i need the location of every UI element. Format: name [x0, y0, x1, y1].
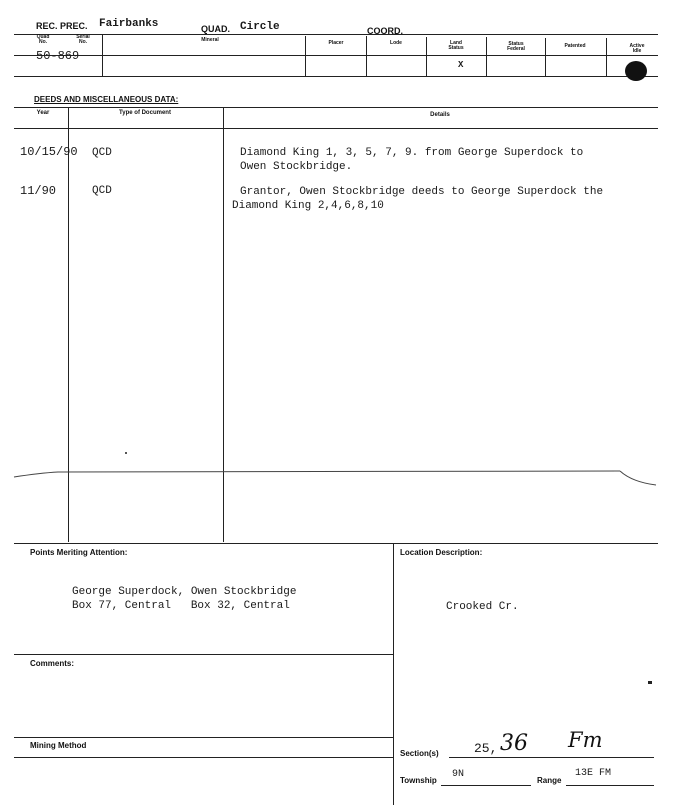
rec-prec-label: REC. PREC.	[36, 21, 88, 31]
deed-year: 11/90	[20, 184, 57, 198]
meridian-handwritten: Fm	[568, 728, 603, 752]
record-divider	[545, 38, 546, 76]
section-underline	[449, 757, 654, 758]
scan-fold-line	[0, 460, 678, 500]
township-underline	[441, 785, 531, 786]
deed-year: 10/15/90	[20, 145, 78, 159]
range-value: 13E FM	[575, 768, 612, 779]
scan-speck	[648, 681, 652, 684]
col-quad-no: Quad No.	[36, 34, 50, 45]
record-table-top-rule	[14, 34, 658, 35]
record-table-mid-rule	[14, 55, 658, 56]
section-label: Section(s)	[400, 749, 439, 758]
record-divider	[426, 37, 427, 76]
record-divider	[102, 34, 103, 76]
range-underline	[566, 785, 654, 786]
comments-label: Comments:	[30, 659, 75, 668]
record-divider	[366, 36, 367, 76]
deeds-header-bottom-rule	[14, 128, 658, 129]
points-owners: George Superdock, Owen Stockbridge	[72, 586, 297, 598]
col-land-status: Land Status	[448, 40, 464, 51]
col-details: Details	[430, 112, 450, 118]
col-mineral: Mineral	[201, 37, 219, 43]
rec-prec-value: Fairbanks	[99, 18, 159, 30]
mining-method-rule	[14, 737, 394, 738]
deed-details: Grantor, Owen Stockbridge deeds to George Superdock the Diamond King 2,4,6,8,10	[232, 186, 604, 212]
coord-label: COORD.	[367, 26, 403, 36]
deeds-section-label: DEEDS AND MISCELLANEOUS DATA:	[34, 95, 179, 104]
col-placer: Placer	[328, 40, 344, 46]
col-status-federal: Status Federal	[507, 41, 525, 52]
mining-method-bottom-rule	[14, 757, 394, 758]
location-description-label: Location Description:	[400, 548, 483, 557]
record-divider	[305, 36, 306, 76]
deed-type: QCD	[92, 147, 112, 159]
col-patented: Patented	[564, 43, 586, 49]
record-table-bottom-rule	[14, 76, 658, 77]
quad-serial-value: 50-869	[36, 49, 80, 63]
col-type-of-document: Type of Document	[119, 110, 171, 116]
lower-section-divider	[393, 543, 394, 805]
lower-section-top-rule	[14, 543, 658, 544]
deeds-header-top-rule	[14, 107, 658, 108]
points-meriting-attention-label: Points Meriting Attention:	[30, 548, 128, 557]
quad-value: Circle	[240, 21, 280, 33]
section-handwritten-number: 36	[500, 731, 528, 756]
deed-details: Diamond King 1, 3, 5, 7, 9. from George Superdock to Owen Stockbridge.	[240, 147, 584, 173]
mining-method-label: Mining Method	[30, 741, 87, 750]
land-status-mark: X	[458, 60, 464, 70]
active-idle-filled-dot	[625, 61, 647, 81]
record-divider	[486, 37, 487, 76]
township-value: 9N	[452, 769, 465, 780]
section-value: 25,	[474, 741, 498, 756]
scan-speck	[125, 452, 127, 454]
col-active-idle: Active Idle	[629, 43, 645, 54]
col-year: Year	[36, 110, 50, 116]
location-description-value: Crooked Cr.	[446, 601, 519, 613]
record-divider	[606, 38, 607, 76]
township-label: Township	[400, 776, 437, 785]
col-serial-no: Serial No.	[76, 34, 90, 45]
comments-rule	[14, 654, 394, 655]
quad-label: QUAD.	[201, 24, 230, 34]
points-addresses: Box 77, Central Box 32, Central	[72, 600, 290, 612]
deed-type: QCD	[92, 185, 112, 197]
col-lode: Lode	[390, 40, 402, 46]
range-label: Range	[537, 776, 562, 785]
